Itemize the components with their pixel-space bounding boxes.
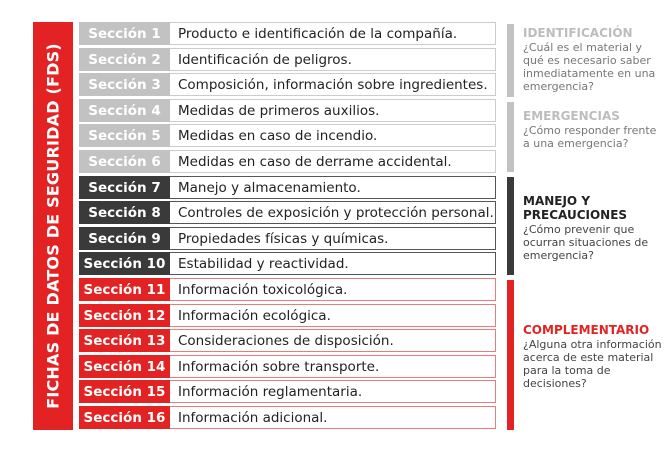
section-number: Sección 7 [79, 176, 170, 199]
section-row [79, 380, 496, 403]
section-row [79, 176, 496, 199]
section-number: Sección 11 [79, 278, 170, 301]
category-title: COMPLEMENTARIO [523, 323, 650, 337]
section-number: Sección 9 [79, 227, 170, 250]
category-text: ¿Alguna otra información acerca de este material para la toma de decisiones? [523, 338, 662, 390]
category-title: MANEJO Y PRECAUCIONES [523, 194, 628, 222]
section-row [79, 22, 496, 45]
category-title: EMERGENCIAS [523, 109, 620, 123]
section-number: Sección 13 [79, 329, 170, 352]
section-number: Sección 4 [79, 99, 170, 122]
bar-emergencias [507, 102, 514, 172]
section-row [79, 406, 496, 429]
section-description: Medidas de primeros auxilios. [170, 99, 496, 122]
section-description: Información adicional. [170, 406, 496, 429]
section-description: Controles de exposición y protección personal. [170, 201, 496, 224]
section-number: Sección 14 [79, 355, 170, 378]
section-number: Sección 3 [79, 73, 170, 96]
section-number: Sección 12 [79, 304, 170, 327]
section-description: Consideraciones de disposición. [170, 329, 496, 352]
category-text: ¿Cuál es el material y qué es necesario saber inmediatamente en una emergencia? [523, 41, 656, 93]
section-description: Composición, información sobre ingredientes. [170, 73, 496, 96]
section-description: Propiedades físicas y químicas. [170, 227, 496, 250]
section-description: Información reglamentaria. [170, 380, 496, 403]
section-number: Sección 2 [79, 48, 170, 71]
bar-complementario [507, 280, 514, 430]
category-title: IDENTIFICACIÓN [523, 26, 633, 40]
section-number: Sección 8 [79, 201, 170, 224]
section-number: Sección 1 [79, 22, 170, 45]
section-number: Sección 15 [79, 380, 170, 403]
section-row [79, 73, 496, 96]
category-emergencias [523, 109, 663, 150]
section-row [79, 48, 496, 71]
section-row [79, 329, 496, 352]
section-row [79, 278, 496, 301]
section-row [79, 150, 496, 173]
section-row [79, 227, 496, 250]
section-description: Información ecológica. [170, 304, 496, 327]
section-description: Manejo y almacenamiento. [170, 176, 496, 199]
bar-identificacion [507, 24, 514, 97]
section-row [79, 304, 496, 327]
section-row [79, 201, 496, 224]
section-description: Medidas en caso de derrame accidental. [170, 150, 496, 173]
section-number: Sección 10 [79, 252, 170, 275]
section-description: Información sobre transporte. [170, 355, 496, 378]
section-description: Información toxicológica. [170, 278, 496, 301]
category-complementario [523, 323, 663, 390]
category-identificacion [523, 26, 663, 93]
side-banner [33, 22, 73, 430]
section-description: Medidas en caso de incendio. [170, 124, 496, 147]
section-description: Estabilidad y reactividad. [170, 252, 496, 275]
category-text: ¿Cómo prevenir que ocurran situaciones de emergencia? [523, 223, 649, 262]
section-description: Producto e identificación de la compañía. [170, 22, 496, 45]
category-text: ¿Cómo responder frente a una emergencia? [523, 124, 657, 150]
section-number: Sección 6 [79, 150, 170, 173]
section-row [79, 124, 496, 147]
section-number: Sección 16 [79, 406, 170, 429]
bar-manejo [507, 177, 514, 275]
section-row [79, 99, 496, 122]
section-row [79, 252, 496, 275]
section-number: Sección 5 [79, 124, 170, 147]
section-row [79, 355, 496, 378]
banner-title: FICHAS DE DATOS DE SEGURIDAD (FDS) [43, 43, 63, 409]
category-manejo [523, 194, 663, 262]
section-description: Identificación de peligros. [170, 48, 496, 71]
